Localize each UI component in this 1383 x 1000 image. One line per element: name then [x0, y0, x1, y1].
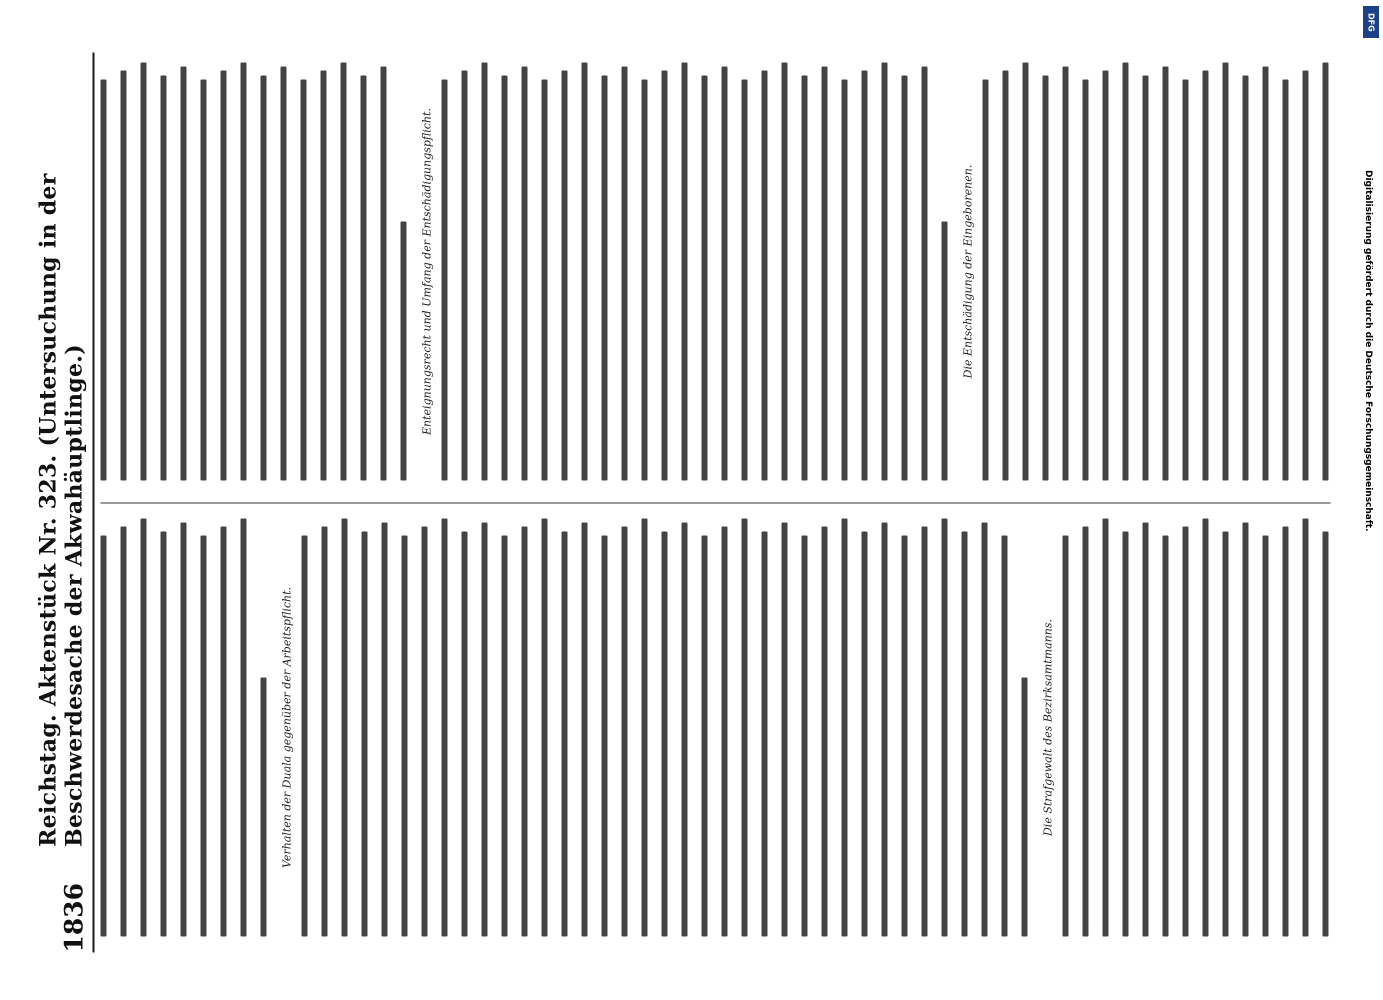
text-line	[240, 518, 246, 936]
text-line	[741, 79, 747, 480]
text-line	[621, 526, 627, 936]
text-line	[441, 518, 447, 936]
column-divider	[100, 502, 1330, 503]
text-line	[200, 535, 206, 936]
text-line	[380, 66, 386, 480]
text-line	[601, 535, 607, 936]
text-line	[861, 70, 867, 480]
text-line	[1102, 70, 1108, 480]
text-line	[1162, 535, 1168, 936]
text-line	[461, 70, 467, 480]
text-line	[220, 526, 226, 936]
dfg-notice	[1361, 170, 1375, 1000]
page-header	[35, 52, 94, 952]
text-line	[981, 522, 987, 936]
text-line	[501, 535, 507, 936]
text-line	[160, 531, 166, 936]
right-column	[100, 62, 1330, 480]
text-line	[1202, 70, 1208, 480]
text-line	[581, 62, 587, 480]
text-line	[1322, 531, 1328, 936]
text-line	[381, 522, 387, 936]
text-line	[881, 522, 887, 936]
text-line	[641, 518, 647, 936]
text-line	[180, 522, 186, 936]
text-line	[561, 70, 567, 480]
text-line	[1042, 75, 1048, 480]
text-line	[100, 79, 106, 480]
text-line	[961, 531, 967, 936]
text-line	[320, 70, 326, 480]
text-line	[341, 518, 347, 936]
text-line	[501, 75, 507, 480]
text-line	[661, 531, 667, 936]
text-line	[1162, 66, 1168, 480]
text-line	[1202, 518, 1208, 936]
text-line	[601, 75, 607, 480]
text-line	[1142, 75, 1148, 480]
text-line	[841, 518, 847, 936]
text-line	[1021, 677, 1027, 936]
text-line	[1302, 70, 1308, 480]
text-line	[1142, 522, 1148, 936]
text-line	[1242, 75, 1248, 480]
text-line	[721, 66, 727, 480]
text-line	[741, 518, 747, 936]
text-line	[1062, 535, 1068, 936]
text-line	[1122, 531, 1128, 936]
text-line	[1001, 535, 1007, 936]
section-heading: Die Strafgewalt des Bezirksamtmanns.	[1041, 618, 1054, 836]
text-line	[881, 62, 887, 480]
text-line	[441, 79, 447, 480]
text-line	[1222, 62, 1228, 480]
text-line	[821, 526, 827, 936]
text-line	[921, 526, 927, 936]
text-line	[701, 75, 707, 480]
text-line	[821, 66, 827, 480]
text-line	[140, 62, 146, 480]
text-line	[360, 75, 366, 480]
text-line	[240, 62, 246, 480]
text-line	[721, 526, 727, 936]
text-line	[941, 221, 947, 480]
text-line	[300, 79, 306, 480]
text-line	[481, 62, 487, 480]
text-line	[1242, 522, 1248, 936]
text-line	[1122, 62, 1128, 480]
text-line	[1262, 66, 1268, 480]
text-line	[861, 531, 867, 936]
text-line	[280, 66, 286, 480]
text-line	[681, 522, 687, 936]
text-line	[941, 518, 947, 936]
text-line	[200, 79, 206, 480]
text-line	[801, 535, 807, 936]
text-line	[521, 66, 527, 480]
section-heading: Enteignungsrecht und Umfang der Entschädigungspflicht.	[420, 107, 433, 435]
text-line	[160, 75, 166, 480]
text-line	[681, 62, 687, 480]
text-line	[1082, 79, 1088, 480]
text-line	[461, 531, 467, 936]
text-line	[260, 677, 266, 936]
text-line	[1222, 531, 1228, 936]
text-line	[1182, 79, 1188, 480]
text-line	[761, 70, 767, 480]
text-line	[661, 70, 667, 480]
text-line	[100, 535, 106, 936]
text-line	[901, 535, 907, 936]
text-line	[521, 526, 527, 936]
text-line	[541, 79, 547, 480]
page-number: 1836	[59, 882, 88, 952]
text-line	[841, 79, 847, 480]
text-line	[1182, 526, 1188, 936]
text-line	[140, 518, 146, 936]
text-line	[220, 70, 226, 480]
text-line	[481, 522, 487, 936]
text-line	[260, 75, 266, 480]
text-line	[641, 79, 647, 480]
text-line	[321, 526, 327, 936]
text-line	[1002, 70, 1008, 480]
running-title: Reichstag. Aktenstück Nr. 323. (Untersuchung in der Beschwerdesache der Akwahäuptlinge.)	[35, 172, 87, 847]
text-line	[761, 531, 767, 936]
text-line	[781, 522, 787, 936]
text-line	[561, 531, 567, 936]
text-line	[1282, 79, 1288, 480]
text-line	[401, 535, 407, 936]
text-line	[400, 221, 406, 480]
text-line	[541, 518, 547, 936]
text-line	[982, 79, 988, 480]
text-line	[180, 66, 186, 480]
left-column	[100, 518, 1330, 936]
text-line	[1062, 66, 1068, 480]
text-line	[361, 531, 367, 936]
text-line	[1302, 518, 1308, 936]
text-line	[421, 526, 427, 936]
text-line	[1282, 526, 1288, 936]
text-line	[301, 535, 307, 936]
text-line	[801, 75, 807, 480]
dfg-logo: DFG	[1363, 6, 1379, 38]
text-line	[581, 522, 587, 936]
text-line	[781, 62, 787, 480]
text-line	[1082, 526, 1088, 936]
text-line	[621, 66, 627, 480]
text-line	[1102, 518, 1108, 936]
text-line	[340, 62, 346, 480]
text-line	[921, 66, 927, 480]
section-heading: Verhalten der Duala gegenüber der Arbeitspflicht.	[280, 586, 293, 868]
text-line	[901, 75, 907, 480]
dfg-notice-text: Digitalisierung gefördert durch die Deutsche Forschungsgemeinschaft.	[1363, 170, 1373, 532]
text-line	[701, 535, 707, 936]
text-line	[1322, 62, 1328, 480]
text-line	[1262, 535, 1268, 936]
section-heading: Die Entschädigung der Eingeborenen.	[961, 164, 974, 378]
text-line	[1022, 62, 1028, 480]
text-line	[120, 526, 126, 936]
text-line	[120, 70, 126, 480]
